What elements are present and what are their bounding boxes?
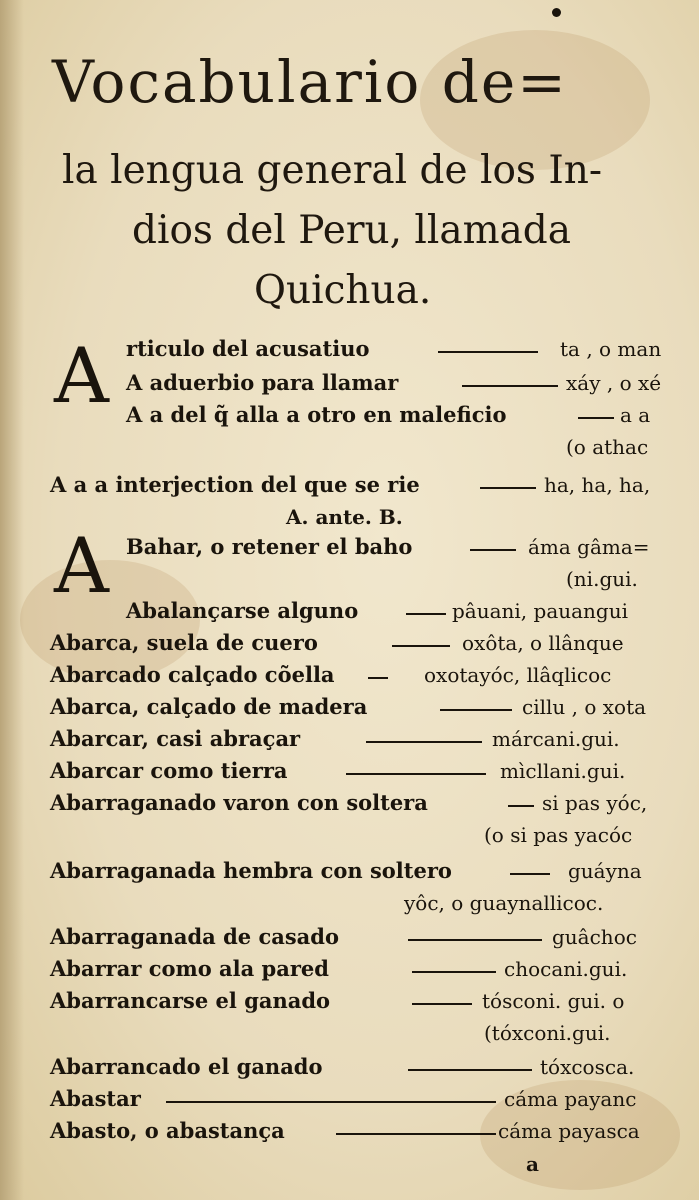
- spanish-term: A aduerbio para llamar: [126, 370, 399, 395]
- quechua-term: xáy , o xé: [566, 371, 662, 395]
- quechua-term: ha, ha, ha,: [544, 473, 651, 497]
- quechua-term: áma gâma=: [528, 535, 650, 559]
- leader-line: [368, 677, 388, 679]
- title-line-1: Vocabulario de=: [52, 48, 568, 116]
- spanish-term: Abarrancarse el ganado: [50, 988, 331, 1013]
- leader-line: [462, 385, 558, 387]
- list-item: [0, 692, 699, 722]
- quechua-term: tóxcosca.: [540, 1055, 635, 1079]
- continuation: yôc, o guaynallicoc.: [404, 891, 604, 915]
- drop-cap-a: A: [54, 521, 109, 610]
- spanish-term: Abastar: [50, 1086, 141, 1111]
- leader-line: [366, 741, 482, 743]
- list-item: [0, 532, 699, 562]
- quechua-term: a a: [620, 403, 651, 427]
- spanish-term: Abarrar como ala pared: [50, 956, 329, 981]
- list-item: [0, 922, 699, 952]
- leader-line: [392, 645, 450, 647]
- title-line-2: la lengua general de los In-: [62, 148, 603, 193]
- quechua-term: chocani.gui.: [504, 957, 628, 981]
- leader-line: [412, 971, 496, 973]
- leader-line: [408, 1069, 532, 1071]
- spanish-term: Bahar, o retener el baho: [126, 534, 413, 559]
- spanish-term: A a a interjection del que se rie: [50, 472, 420, 497]
- continuation: (o si pas yacóc: [484, 823, 633, 847]
- spanish-term: Abarca, suela de cuero: [50, 630, 318, 655]
- spanish-term: A a del q̃ alla a otro en maleficio: [126, 402, 507, 427]
- leader-line: [438, 351, 538, 353]
- spanish-term: rticulo del acusatiuo: [126, 336, 370, 361]
- quechua-term: oxotayóc, llâqlicoc: [424, 663, 612, 687]
- spanish-term: Abarrancado el ganado: [50, 1054, 323, 1079]
- list-item: [0, 400, 699, 430]
- leader-line: [440, 709, 512, 711]
- spanish-term: Abarcar como tierra: [50, 758, 288, 783]
- drop-cap-a: A: [54, 331, 109, 420]
- title-line-4: Quichua.: [254, 268, 432, 313]
- list-item: [0, 660, 699, 690]
- spanish-term: Abalançarse alguno: [126, 598, 359, 623]
- quechua-term: tósconi. gui. o: [482, 989, 625, 1013]
- quechua-term: oxôta, o llânque: [462, 631, 624, 655]
- spanish-term: Abarcar, casi abraçar: [50, 726, 301, 751]
- title-line-3: dios del Peru, llamada: [132, 208, 572, 253]
- signature-mark: a: [526, 1152, 539, 1176]
- leader-line: [508, 805, 534, 807]
- continuation: (ni.gui.: [566, 567, 638, 591]
- leader-line: [480, 487, 536, 489]
- quechua-term: cillu , o xota: [522, 695, 647, 719]
- spanish-term: Abarraganada de casado: [50, 924, 339, 949]
- list-item: [0, 724, 699, 754]
- leader-line: [336, 1133, 496, 1135]
- list-item: [0, 1052, 699, 1082]
- quechua-term: cáma payanc: [504, 1087, 637, 1111]
- list-item: [0, 628, 699, 658]
- spanish-term: Abarca, calçado de madera: [50, 694, 368, 719]
- quechua-term: márcani.gui.: [492, 727, 620, 751]
- section-heading: A. ante. B.: [286, 505, 403, 529]
- continuation: (tóxconi.gui.: [484, 1021, 611, 1045]
- leader-line: [578, 417, 614, 419]
- list-item: [0, 368, 699, 398]
- list-item: [0, 986, 699, 1016]
- list-item: [0, 596, 699, 626]
- leader-line: [408, 939, 542, 941]
- list-item: [0, 1116, 699, 1146]
- quechua-term: ta , o man: [560, 337, 662, 361]
- leader-line: [406, 613, 446, 615]
- list-item: [0, 788, 699, 818]
- spanish-term: Abarraganada hembra con soltero: [50, 858, 452, 883]
- quechua-term: pâuani, pauangui: [452, 599, 629, 623]
- quechua-term: guáyna: [568, 859, 642, 883]
- quechua-term: guâchoc: [552, 925, 637, 949]
- quechua-term: mìcllani.gui.: [500, 759, 626, 783]
- quechua-term: si pas yóc,: [542, 791, 648, 815]
- list-item: [0, 334, 699, 364]
- spanish-term: Abarcado calçado cõella: [50, 662, 335, 687]
- leader-line: [412, 1003, 472, 1005]
- spanish-term: Abarraganado varon con soltera: [50, 790, 428, 815]
- list-item: [0, 954, 699, 984]
- leader-line: [510, 873, 550, 875]
- leader-line: [470, 549, 516, 551]
- list-item: [0, 1084, 699, 1114]
- leader-line: [346, 773, 486, 775]
- list-item: [0, 470, 699, 500]
- quechua-term: cáma payasca: [498, 1119, 640, 1143]
- list-item: [0, 856, 699, 886]
- spanish-term: Abasto, o abastança: [50, 1118, 285, 1143]
- continuation: (o athac: [566, 435, 649, 459]
- list-item: [0, 756, 699, 786]
- leader-line: [166, 1101, 496, 1103]
